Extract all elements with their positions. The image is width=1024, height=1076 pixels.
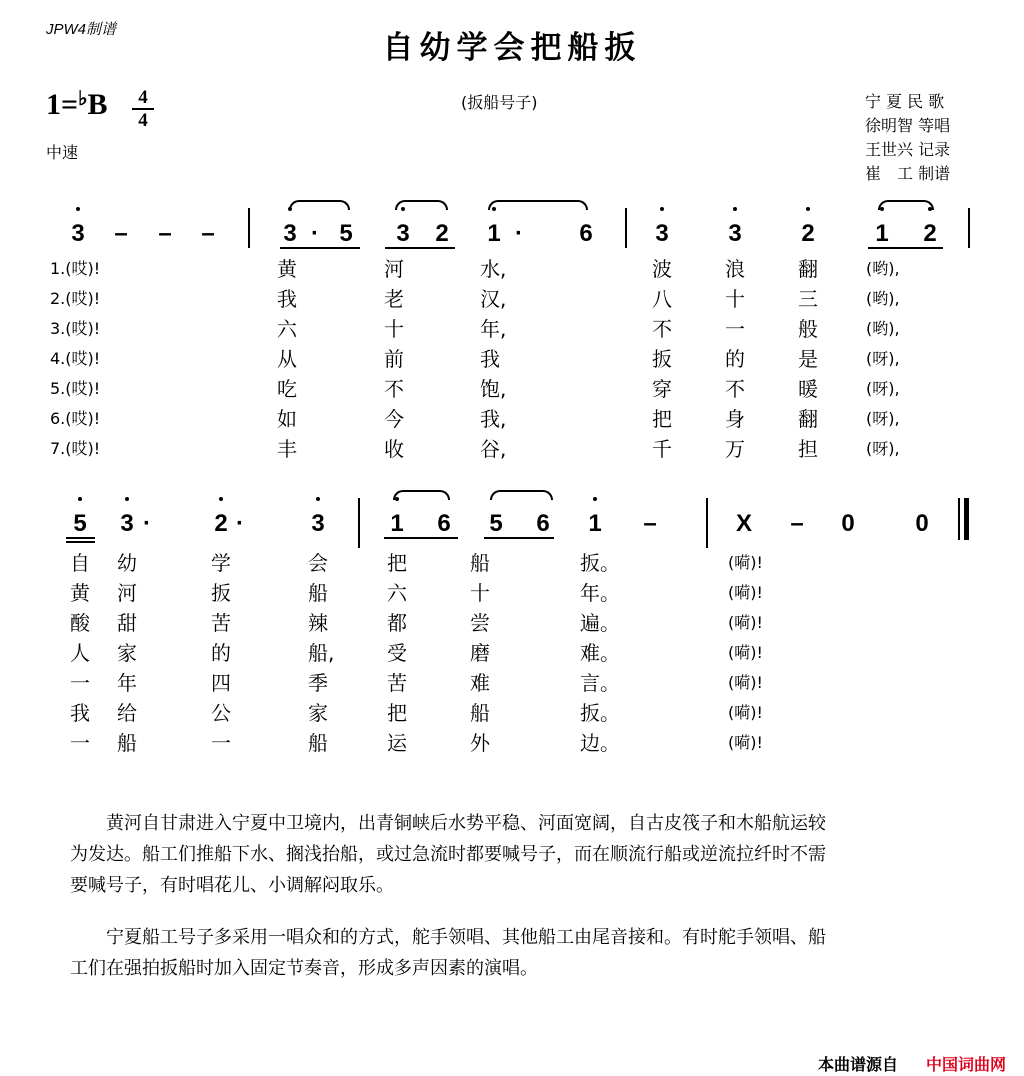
subtitle: (扳船号子) [461,93,538,112]
brand-label: JPW4制谱 [46,21,117,38]
description-paragraph-1: 黄河自甘肃进入宁夏中卫境内，出青铜峡后水势平稳、河面宽阔，自古皮筏子和木船航运较 为发达。船工们推船下水、搁浅抬船，或过急流时都要喊号子，而在顺流行船或逆流拉纤时不需 要喊号子，有时唱花儿、小调解闷取乐。 [70,813,826,896]
lyric-line1: 5.(哎)! [50,379,101,398]
lyric-line2: 六 [387,581,407,605]
lyric-line2: 季 [308,671,328,695]
lyric-line2: 船 [308,731,328,755]
lyric-line1: 不 [384,377,404,401]
note-line1: 3 [283,220,297,247]
lyric-line2: 难。 [580,641,620,665]
octave-dot-line2 [78,497,82,501]
lyric-line2: 公 [211,701,231,725]
lyric-line2: 四 [211,671,231,695]
note-line2: 3 [311,510,325,537]
underline-line2 [484,537,554,539]
lyric-line2: 甜 [117,611,137,635]
lyric-line2: 磨 [470,641,490,665]
lyric-line1: 丰 [277,437,297,461]
lyric-line2: 把 [387,551,407,575]
description-paragraph-2: 宁夏船工号子多采用一唱众和的方式，舵手领唱、其他船工由尾音接和。有时舵手领唱、船 工们在强拍扳船时加入固定节奏音，形成多声因素的演唱。 [70,927,826,979]
lyric-line1: 波 [652,257,672,281]
note-line1: 2 [801,220,815,247]
note-line2: 6 [536,510,550,537]
credit-recorder: 王世兴 记录 [865,140,951,159]
lyric-line1: 今 [384,407,404,431]
note-line1: – [114,220,128,247]
lyric-line1: 十 [725,287,745,311]
note-line2: 1 [390,510,404,537]
underline-line1 [868,247,943,249]
final-barline-thick [964,498,969,540]
octave-dot-line2 [593,497,597,501]
lyric-line1: 翻 [798,407,818,431]
note-line2: 3 [120,510,134,537]
lyric-line1: (哟), [866,259,900,278]
lyric-line1: 十 [384,317,404,341]
underline-line2 [66,541,95,543]
lyric-line2: 船 [308,581,328,605]
lyric-line1: 担 [798,437,818,461]
note-line1: · [311,220,319,247]
slur-line2 [393,490,450,500]
lyric-line2: 扳 [211,581,231,605]
lyric-line1: 从 [277,347,297,371]
underline-line2 [384,537,458,539]
lyric-line1: 不 [725,377,745,401]
credit-transcriber: 崔 工 制谱 [865,164,951,183]
lyric-line1: (哟), [866,289,900,308]
lyric-line2: 家 [308,701,328,725]
lyric-line2: 幼 [117,551,137,575]
lyric-line2: 船 [470,701,490,725]
underline-line2 [66,537,95,539]
lyric-line2: 人 [70,641,90,665]
lyric-line2: 难 [470,671,490,695]
lyric-line2: 家 [117,641,137,665]
lyric-line2: 十 [470,581,490,605]
lyric-line1: 浪 [725,257,745,281]
lyric-line2: 的 [211,641,231,665]
note-line1: · [515,220,523,247]
lyric-line2: 辣 [308,611,328,635]
note-line2: 1 [588,510,602,537]
lyric-line2: 酸 [70,611,90,635]
lyric-line2: 遍。 [580,611,620,635]
barline-line1 [968,208,970,248]
octave-dot-line1 [660,207,664,211]
lyric-line2: 年。 [580,581,620,605]
underline-line1 [280,247,360,249]
lyric-line1: (呀), [866,409,900,428]
note-line1: 3 [655,220,669,247]
lyric-line1: 的 [725,347,745,371]
key-signature: 1=♭B [46,88,108,121]
lyric-line1: 如 [277,407,297,431]
credit-singer: 徐明智 等唱 [865,116,951,135]
lyric-line1: 饱, [480,377,507,401]
lyric-line2: 都 [387,611,407,635]
note-line2: 0 [841,510,855,537]
note-line2: · [236,510,244,537]
note-line1: 2 [923,220,937,247]
lyric-line2: 尝 [470,611,490,635]
octave-dot-line2 [316,497,320,501]
note-line1: 1 [487,220,501,247]
lyric-line2: 学 [211,551,231,575]
lyric-line1: 把 [652,407,672,431]
note-line1: 5 [339,220,353,247]
slur-line2 [490,490,553,500]
lyric-line1: 三 [798,287,818,311]
credits [865,90,950,186]
lyric-line1: 水, [480,257,507,281]
octave-dot-line1 [806,207,810,211]
note-line2: 2 [214,510,228,537]
lyric-line2: 船, [308,641,335,665]
lyric-line1: 1.(哎)! [50,259,101,278]
lyric-line1: 我 [277,287,297,311]
lyric-line1: 我 [480,347,500,371]
octave-dot-line2 [219,497,223,501]
lyric-line1: 身 [725,407,745,431]
lyric-line2: 受 [387,641,407,665]
slur-line1 [878,200,934,210]
lyric-line1: 扳 [652,347,672,371]
tempo-marking: 中速 [46,143,79,162]
lyric-line2: 船 [117,731,137,755]
lyric-line2: 河 [117,581,137,605]
lyric-line2: 一 [211,731,231,755]
note-line1: 6 [579,220,593,247]
lyric-line1: (呀), [866,439,900,458]
time-signature: 4 4 [132,88,154,130]
octave-dot-line2 [125,497,129,501]
octave-dot-line1 [733,207,737,211]
lyric-line2: (嗬)! [728,553,763,572]
note-line1: – [201,220,215,247]
note-line2: 5 [73,510,87,537]
lyric-line1: 六 [277,317,297,341]
song-title: 自幼学会把船扳 [382,30,642,66]
lyric-line1: 吃 [277,377,297,401]
lyric-line1: 7.(哎)! [50,439,101,458]
lyric-line1: (呀), [866,349,900,368]
note-line1: 2 [435,220,449,247]
lyric-line2: (嗬)! [728,613,763,632]
barline-line2 [358,498,360,548]
lyric-line1: 翻 [798,257,818,281]
lyric-line1: 3.(哎)! [50,319,101,338]
lyric-line2: 一 [70,731,90,755]
lyric-line2: (嗬)! [728,733,763,752]
slur-line1 [395,200,448,210]
note-line1: 3 [71,220,85,247]
lyric-line2: (嗬)! [728,643,763,662]
lyric-line2: 会 [308,551,328,575]
lyric-line2: 扳。 [580,701,620,725]
lyric-line2: 边。 [580,731,620,755]
lyric-line2: 年 [117,671,137,695]
slur-line1 [488,200,588,210]
note-line1: 1 [875,220,889,247]
underline-line1 [385,247,455,249]
note-line1: 3 [728,220,742,247]
barline-line1 [625,208,627,248]
lyric-line1: 河 [384,257,404,281]
lyric-line2: 运 [387,731,407,755]
lyric-line1: 我, [480,407,507,431]
note-line2: · [143,510,151,537]
lyric-line1: 般 [798,317,818,341]
lyric-line1: 老 [384,287,404,311]
lyric-line2: 扳。 [580,551,620,575]
note-line1: 3 [396,220,410,247]
barline-line1 [248,208,250,248]
lyric-line1: 2.(哎)! [50,289,101,308]
lyric-line1: 黄 [277,257,297,281]
lyric-line2: 一 [70,671,90,695]
lyric-line2: 黄 [70,581,90,605]
lyric-line1: 八 [652,287,672,311]
footer-source-label: 本曲谱源自 [818,1055,899,1074]
lyric-line2: 言。 [580,671,620,695]
slur-line1 [289,200,350,210]
lyric-line1: 前 [384,347,404,371]
octave-dot-line1 [76,207,80,211]
lyric-line1: 4.(哎)! [50,349,101,368]
lyric-line1: 暖 [798,377,818,401]
lyric-line1: 年, [480,317,507,341]
lyric-line2: 苦 [387,671,407,695]
credit-origin: 宁 夏 民 歌 [865,92,945,111]
lyric-line2: (嗬)! [728,673,763,692]
footer-site-link[interactable]: 中国词曲网 [926,1055,1007,1074]
note-line2: 0 [915,510,929,537]
lyric-line1: 6.(哎)! [50,409,101,428]
lyric-line2: (嗬)! [728,583,763,602]
barline-line2 [706,498,708,548]
lyric-line2: 船 [470,551,490,575]
note-line2: 6 [437,510,451,537]
lyric-line1: (哟), [866,319,900,338]
lyric-line1: 收 [384,437,404,461]
lyric-line2: 自 [70,551,90,575]
lyric-line1: 不 [652,317,672,341]
lyric-line1: 万 [725,437,745,461]
lyric-line2: (嗬)! [728,703,763,722]
lyric-line2: 我 [70,701,90,725]
note-line2: 5 [489,510,503,537]
lyric-line1: 穿 [652,377,672,401]
lyric-line1: (呀), [866,379,900,398]
lyric-line2: 外 [470,731,490,755]
lyric-line2: 给 [117,701,137,725]
lyric-line1: 谷, [480,437,507,461]
note-line2: – [790,510,804,537]
lyric-line2: 苦 [211,611,231,635]
note-line1: – [158,220,172,247]
note-line2: – [643,510,657,537]
lyric-line2: 把 [387,701,407,725]
lyric-line1: 汉, [480,287,507,311]
note-line2: X [735,510,752,537]
final-barline-thin [958,498,960,540]
lyric-line1: 一 [725,317,745,341]
lyric-line1: 是 [798,347,818,371]
lyric-line1: 千 [652,437,672,461]
